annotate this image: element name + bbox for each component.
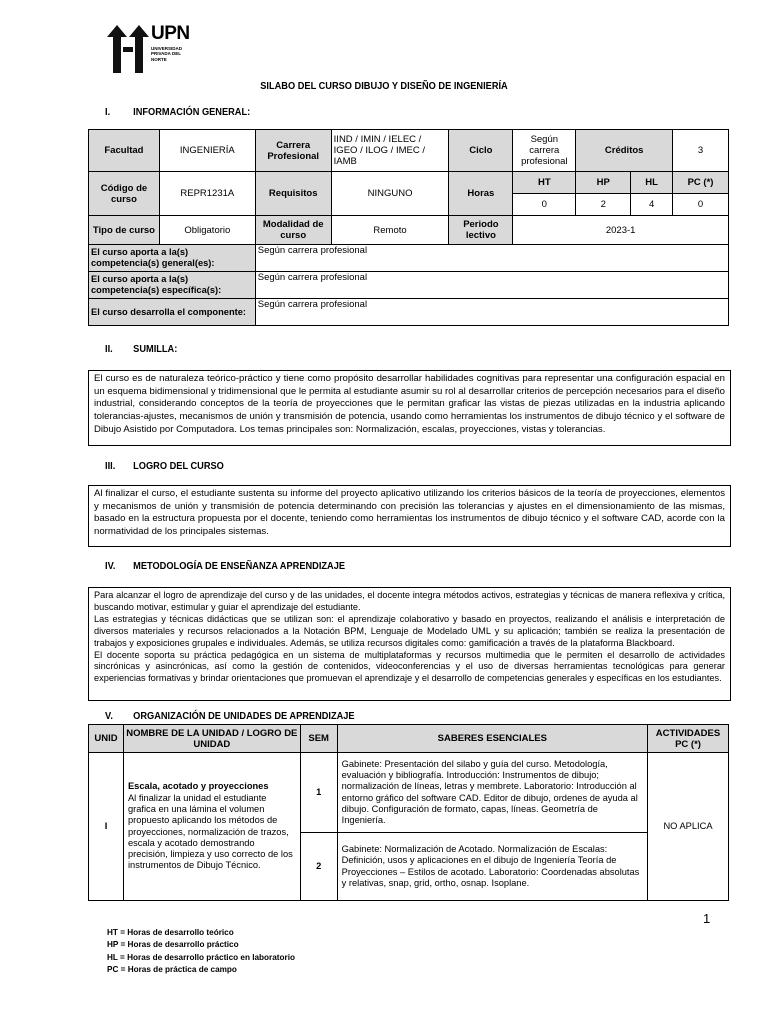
section-heading-metodologia xyxy=(105,560,345,572)
page-number: 1 xyxy=(703,911,711,926)
document-title: SILABO DEL CURSO DIBUJO Y DISEÑO DE INGENIERÍA xyxy=(260,80,508,92)
facultad-value: INGENIERÍA xyxy=(159,130,255,172)
week-number: 1 xyxy=(300,753,337,833)
units-header-unid: UNID xyxy=(89,725,124,753)
units-header-actividades: ACTIVIDADES PC (*) xyxy=(648,725,729,753)
competencia-especifica-label: El curso aporta a la(s) competencia(s) específica(s): xyxy=(89,272,256,299)
section-title: INFORMACIÓN GENERAL: xyxy=(133,106,251,118)
ht-label: HT xyxy=(513,172,576,194)
metodologia-paragraph-3: El docente soporta su práctica pedagógica en un sistema de multiplataformas y recursos multimedia que le permiten el desarrollo de actividades sincrónicas y asincrónicas, así como la gestión de contenidos, videoconferencias y el uso de diversas herramientas tecnológicas para generar experiencias formativas y brindar orientaciones que promuevan el aprendizaje y el desarrollo de competencias generales y específicas en los estudiantes. xyxy=(94,649,725,684)
hl-value: 4 xyxy=(631,194,673,216)
competencia-especifica-value: Según carrera profesional xyxy=(255,272,728,299)
requisitos-value: NINGUNO xyxy=(331,172,449,216)
sumilla-box xyxy=(88,370,731,446)
creditos-value: 3 xyxy=(673,130,729,172)
footnote-ht: HT = Horas de desarrollo teórico xyxy=(107,928,234,937)
unit-name: Escala, acotado y proyecciones xyxy=(127,781,269,792)
section-number: II. xyxy=(105,343,113,355)
hl-label: HL xyxy=(631,172,673,194)
tipo-value: Obligatorio xyxy=(159,216,255,245)
creditos-label: Créditos xyxy=(576,130,673,172)
footnote-pc: PC = Horas de práctica de campo xyxy=(107,964,237,974)
section-number: I. xyxy=(105,106,111,118)
section-title: ORGANIZACIÓN DE UNIDADES DE APRENDIZAJE xyxy=(133,710,355,722)
units-header-sem: SEM xyxy=(300,725,337,753)
section-heading-sumilla xyxy=(105,343,177,355)
componente-value: Según carrera profesional xyxy=(255,299,728,326)
section-number: V. xyxy=(105,710,113,722)
competencia-general-label: El curso aporta a la(s) competencia(s) general(es): xyxy=(89,245,256,272)
section-title: SUMILLA: xyxy=(133,343,178,355)
upn-logo xyxy=(107,23,190,73)
table-row xyxy=(89,753,729,833)
upn-arrow-icon xyxy=(107,25,149,73)
carrera-label: Carrera Profesional xyxy=(255,130,331,172)
section-heading-logro xyxy=(105,460,224,472)
units-table xyxy=(88,724,729,901)
unit-number: I xyxy=(89,753,124,901)
footnotes xyxy=(107,927,295,976)
logro-box xyxy=(88,485,731,547)
periodo-label: Periodo lectivo xyxy=(449,216,513,245)
horas-label: Horas xyxy=(449,172,513,216)
units-header-nombre: NOMBRE DE LA UNIDAD / LOGRO DE UNIDAD xyxy=(123,725,300,753)
saberes-esenciales: Gabinete: Presentación del silabo y guía del curso. Metodología, evaluación y bibliografía. Introducción: Instrumentos de dibujo; normalización de líneas, letras y membrete. Laboratorio: Introducción al entorno gráfico del software CAD. Editor de dibujo, ordenes de ayuda al dibujo. Configuración de formato, capas, líneas. Geometría de Ingeniería. xyxy=(337,753,647,833)
ciclo-label: Ciclo xyxy=(449,130,513,172)
ht-value: 0 xyxy=(513,194,576,216)
units-header-saberes: SABERES ESENCIALES xyxy=(337,725,647,753)
logo-subtitle: UNIVERSIDAD PRIVADA DEL NORTE xyxy=(151,46,183,62)
tipo-label: Tipo de curso xyxy=(89,216,160,245)
codigo-value: REPR1231A xyxy=(159,172,255,216)
requisitos-label: Requisitos xyxy=(255,172,331,216)
section-title: METODOLOGÍA DE ENSEÑANZA APRENDIZAJE xyxy=(133,560,346,572)
unit-description xyxy=(123,753,300,901)
facultad-label: Facultad xyxy=(89,130,160,172)
carrera-value: IIND / IMIN / IELEC / IGEO / ILOG / IMEC / IAMB xyxy=(331,130,449,172)
section-number: IV. xyxy=(105,560,116,572)
pc-label: PC (*) xyxy=(673,172,729,194)
section-title: LOGRO DEL CURSO xyxy=(133,460,224,472)
unit-logro: Al finalizar la unidad el estudiante grafica en una lámina el volumen propuesto aplicando los métodos de proyecciones, normalización de trazos, escala y acotado demostrando precisión, limpieza y uso correcto de los instrumentos de Dibujo Técnico. xyxy=(127,792,293,871)
footnote-hp: HP = Horas de desarrollo práctico xyxy=(107,940,239,950)
metodologia-paragraph-1: Para alcanzar el logro de aprendizaje del curso y de las unidades, el docente integra métodos activos, estrategias y técnicas de manera reflexiva y crítica, buscando motivar, estimular y guiar el aprendizaje del estudiante. xyxy=(94,590,725,612)
section-number: III. xyxy=(105,460,116,472)
pc-value: 0 xyxy=(673,194,729,216)
modalidad-label: Modalidad de curso xyxy=(255,216,331,245)
metodologia-box xyxy=(88,587,731,701)
modalidad-value: Remoto xyxy=(331,216,449,245)
general-info-table xyxy=(88,129,729,326)
ciclo-value: Según carrera profesional xyxy=(513,130,576,172)
hp-label: HP xyxy=(576,172,631,194)
section-heading-unidades xyxy=(105,710,355,722)
logro-text: Al finalizar el curso, el estudiante sustenta su informe del proyecto aplicativo utilizando los criterios básicos de la teoría de proyecciones, elementos y mecanismos de unión y transmisión de potencia determinando con precisión las tolerancias y ajustes en el dimensionamiento de las mismas, basado en la estructura propuesta por el docente, teniendo como herramientas los instrumentos de dibujo técnico y el software CAD, acorde con la normatividad de los principales sistemas. xyxy=(94,488,725,538)
footnote-hl: HL = Horas de desarrollo práctico en laboratorio xyxy=(107,952,295,962)
logo-brand: UPN xyxy=(151,23,190,44)
metodologia-paragraph-2: Las estrategias y técnicas didácticas que se utilizan son: el aprendizaje colaborativo y basado en proyectos, realizando el análisis e interpretación de diversos materiales y recursos relacionados a la Notación BPM, Lenguaje de Modelado UML y su aplicación; también se realiza la presentación de trabajos y exposiciones grupales e individuales. Además, se utiliza recursos digitales como: gamificación a través de la plataforma Blackboard. xyxy=(94,613,725,648)
saberes-esenciales: Gabinete: Normalización de Acotado. Normalización de Escalas: Definición, usos y aplicaciones en el dibujo de Ingeniería Teoría de Proyecciones – Estilos de acotado. Laboratorio: Coordenadas absolutas y relativas, snap, grid, ortho, osnap. Isoplane. xyxy=(337,833,647,901)
week-number: 2 xyxy=(300,833,337,901)
section-heading-general xyxy=(105,106,250,118)
competencia-general-value: Según carrera profesional xyxy=(255,245,728,272)
componente-label: El curso desarrolla el componente: xyxy=(89,299,256,326)
activities-value: NO APLICA xyxy=(648,753,729,901)
hp-value: 2 xyxy=(576,194,631,216)
codigo-label: Código de curso xyxy=(89,172,160,216)
sumilla-text: El curso es de naturaleza teórico-práctico y tiene como propósito desarrollar habilidades cognitivas para representar una configuración espacial en un esquema bidimensional y tridimensional que le permita al estudiante asumir su rol al desarrollar criterios de percepción necesarios para el diseño industrial, considerando conceptos de la teoría de proyecciones que le permitan graficar las vistas de piezas utilizadas en la industria aplicando tolerancias-ajustes, mecanismos de unión y transmisión de potencia, usando como herramientas los instrumentos de dibujo técnico y el software de Dibujo Asistido por Computadora. Los temas principales son: Normalización, escalas, proyecciones, vistas y tolerancias. xyxy=(94,373,725,435)
periodo-value: 2023-1 xyxy=(513,216,729,245)
